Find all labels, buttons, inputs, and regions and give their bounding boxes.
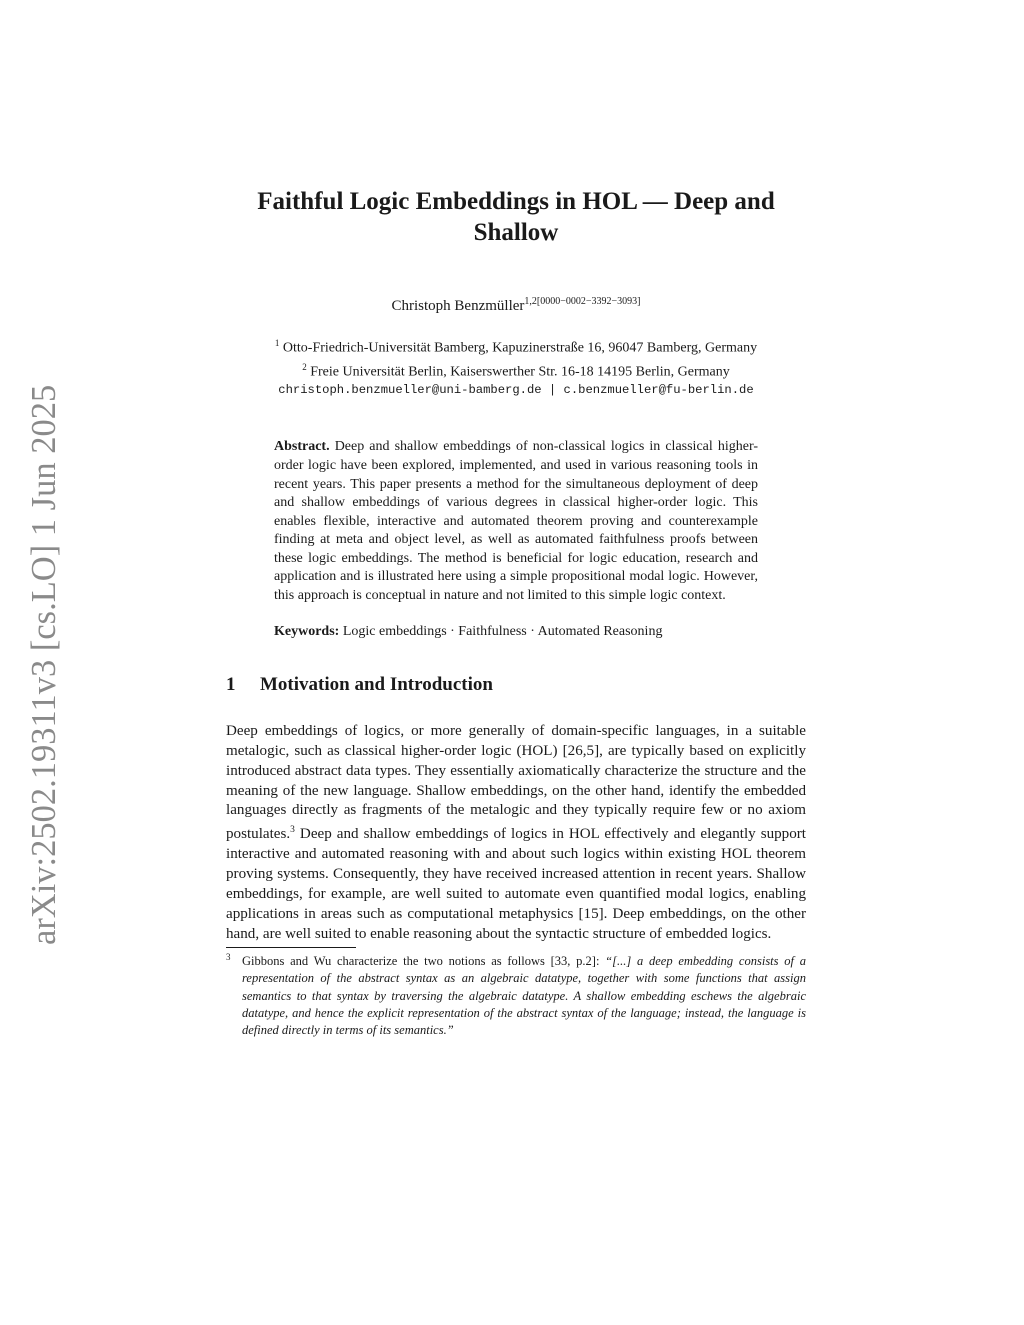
arxiv-identifier-stamp: [18, 380, 70, 945]
author-emails: christoph.benzmueller@uni-bamberg.de | c.benzmueller@fu-berlin.de: [278, 383, 754, 398]
paper-page: [226, 186, 806, 1039]
affiliation-1-mark: 1: [274, 338, 280, 348]
abstract: [274, 438, 758, 605]
footnote-quote: “[...] a deep embedding consists of a representation of the abstract syntax as an algebraic datatype, together with some functions that assign semantics to that syntax by traversing the algebraic datatype. A shallow embedding eschews the algebraic datatype, and hence the explicit representation of the abstract syntax of the language; instead, the language is defined directly in terms of its semantics.”: [242, 954, 806, 1037]
arxiv-identifier-text: arXiv:2502.19311v3 [cs.LO] 1 Jun 2025: [25, 384, 63, 945]
footnote-reference: 3: [290, 825, 295, 836]
abstract-label: Abstract.: [274, 439, 330, 455]
footnote-divider: [226, 947, 356, 948]
section-title: Motivation and Introduction: [260, 673, 493, 695]
affiliation-2-mark: 2: [302, 361, 307, 372]
body-text-part-1: Deep embeddings of logics, or more generally of domain-specific languages, in a suitable metalogic, such as classical higher-order logic (HOL) [26,5], are typically based on explicitly introduced abstract data types. They essentially axiomatically characterize the structure and the meaning of the new language. Shallow embeddings, on the other hand, identify the embedded languages directly as fragments of the metalogic and they typically require few or no axiom postulates.: [226, 722, 806, 843]
affiliation-1: [226, 334, 806, 358]
section-heading: [226, 674, 806, 696]
body-paragraph: [226, 722, 806, 946]
paper-title: Faithful Logic Embeddings in HOL — Deep and Shallow: [257, 188, 775, 246]
footnote: 3 Gibbons and Wu characterize the two notions as follows [33, p.2]: “[...] a deep embedding consists of a representation of the abstract syntax as an algebraic datatype, together with some functions that assign semantics to that syntax by traversing the algebraic datatype. A shallow embedding eschews the algebraic datatype, and hence the explicit representation of the abstract syntax of the language; instead, the language is defined directly in terms of its semantics.”: [226, 952, 806, 1037]
keywords-text: Logic embeddings · Faithfulness · Automated Reasoning: [342, 623, 663, 639]
affiliation-2: [226, 358, 806, 382]
body-text-part-2: Deep and shallow embeddings of logics in HOL effectively and elegantly support interactive and automated reasoning with and about such logics within existing HOL theorem proving systems. Consequently, they have received increased attention in recent years. Shallow embeddings, for example, are well suited to automate even quantified modal logics, enabling applications in areas such as computational metaphysics [15]. Deep embeddings, on the other hand, are well suited to enable reasoning about the syntactic structure of embedded logics.: [226, 826, 806, 943]
author-name: Christoph Benzmüller: [391, 298, 525, 314]
author-superscript: 1,2[0000−0002−3392−3093]: [524, 296, 641, 307]
keywords-label: Keywords:: [274, 623, 340, 639]
section-number: 1: [226, 673, 236, 695]
keywords: [274, 624, 758, 640]
abstract-text: Deep and shallow embeddings of non-classical logics in classical higher-order logic have been explored, implemented, and used in various reasoning tools in recent years. This paper presents a method for the simultaneous deployment of deep and shallow embeddings of various degrees in classical higher-order logic. This enables flexible, interactive and automated theorem proving and counterexample finding at meta and object level, as well as automated faithfulness proofs between these logic embeddings. The method is beneficial for logic education, research and application and is illustrated here using a simple propositional modal logic. However, this approach is conceptual in nature and not limited to this simple logic context.: [274, 439, 758, 604]
affiliation-1-text: Otto-Friedrich-Universität Bamberg, Kapuzinerstraße 16, 96047 Bamberg, Germany: [282, 340, 758, 356]
footnote-lead: Gibbons and Wu characterize the two notions as follows [33, p.2]:: [242, 954, 606, 969]
affiliation-2-text: Freie Universität Berlin, Kaiserswerther Str. 16-18 14195 Berlin, Germany: [310, 364, 730, 380]
author-line: [226, 296, 806, 315]
